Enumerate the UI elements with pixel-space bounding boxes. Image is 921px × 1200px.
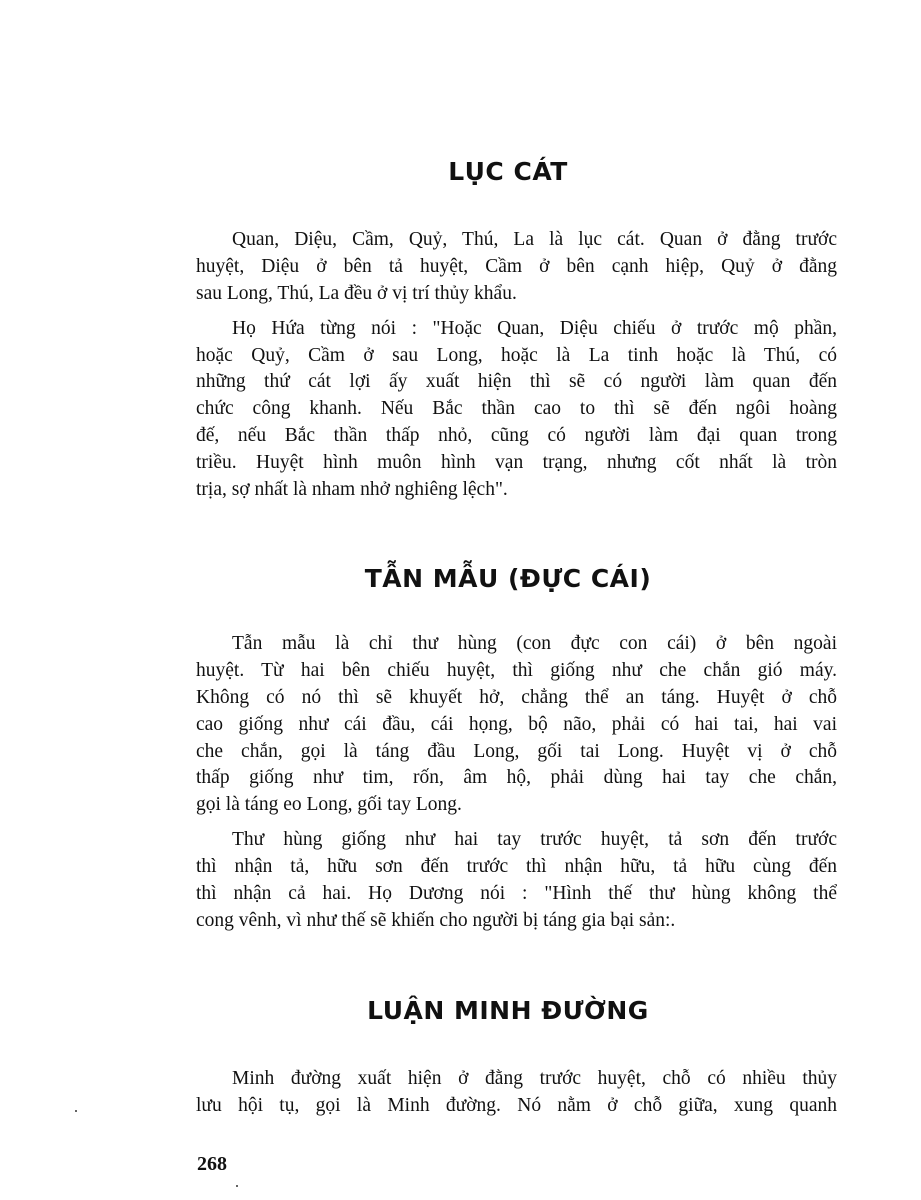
text-line: những thứ cát lợi ấy xuất hiện thì sẽ có người làm quan đến xyxy=(196,371,837,393)
page-number: 268 xyxy=(197,1153,227,1175)
text-line: thì nhận tả, hữu sơn đến trước thì nhận hữu, tả hữu cùng đến xyxy=(196,856,837,878)
text-line: Quan, Diệu, Cầm, Quỷ, Thú, La là lục cát. Quan ở đằng trước xyxy=(232,229,837,250)
heading-luc-cat: LỤC CÁT xyxy=(448,157,568,186)
text-line: cao giống như cái đầu, cái họng, bộ não, phải có hai tai, hai vai xyxy=(196,713,837,735)
text-line: Họ Hứa từng nói : "Hoặc Quan, Diệu chiếu ở trước mộ phần, xyxy=(232,317,837,339)
paragraph-gap xyxy=(196,819,837,827)
paragraph xyxy=(196,631,837,819)
text-line: Tẫn mẫu là chỉ thư hùng (con đực con cái) ở bên ngoài xyxy=(232,633,837,654)
text-line: sau Long, Thú, La đều ở vị trí thủy khẩu. xyxy=(196,282,517,304)
paragraph xyxy=(196,827,837,935)
text-line: thì nhận cả hai. Họ Dương nói : "Hình thế thư hùng không thể xyxy=(196,883,837,905)
paragraph xyxy=(196,1066,837,1120)
text-line: trịa, sợ nhất là nham nhở nghiêng lệch". xyxy=(196,479,508,501)
section-luan-minh-duong-body xyxy=(196,1066,837,1120)
section-tan-mau-body xyxy=(196,631,837,935)
text-line: Thư hùng giống như hai tay trước huyệt, tả sơn đến trước xyxy=(232,829,837,851)
heading-luan-minh-duong: LUẬN MINH ĐƯỜNG xyxy=(367,996,649,1025)
text-line: gọi là táng eo Long, gối tay Long. xyxy=(196,794,462,816)
text-line: đế, nếu Bắc thần thấp nhỏ, cũng có người làm đại quan trong xyxy=(196,425,837,447)
text-line: cong vênh, vì như thế sẽ khiến cho người bị táng gia bại sản:. xyxy=(196,909,676,931)
text-line: Minh đường xuất hiện ở đằng trước huyệt, chỗ có nhiều thủy xyxy=(232,1068,837,1089)
paragraph xyxy=(196,227,837,308)
scan-speck xyxy=(75,1110,77,1112)
text-line: lưu hội tụ, gọi là Minh đường. Nó nằm ở chỗ giữa, xung quanh xyxy=(196,1094,837,1116)
paragraph-gap xyxy=(196,308,837,316)
text-line: Không có nó thì sẽ khuyết hở, chẳng thể an táng. Huyệt ở chỗ xyxy=(196,686,837,708)
text-line: thấp giống như tim, rốn, âm hộ, phải dùng hai tay che chắn, xyxy=(196,767,837,789)
heading-tan-mau: TẪN MẪU (ĐỰC CÁI) xyxy=(364,564,652,593)
text-line: chức công khanh. Nếu Bắc thần cao to thì sẽ đến ngôi hoàng xyxy=(196,398,837,420)
paragraph xyxy=(196,316,837,504)
text-line: huyệt. Từ hai bên chiếu huyệt, thì giống như che chắn gió máy. xyxy=(196,659,837,681)
text-line: che chắn, gọi là táng đầu Long, gối tai Long. Huyệt vị ở chỗ xyxy=(196,740,837,762)
text-line: huyệt, Diệu ở bên tả huyệt, Cầm ở bên cạnh hiệp, Quỷ ở đằng xyxy=(196,255,837,277)
section-luc-cat-body xyxy=(196,227,837,504)
text-line: hoặc Quỷ, Cầm ở sau Long, hoặc là La tinh hoặc là Thú, có xyxy=(196,344,837,366)
text-line: triều. Huyệt hình muôn hình vạn trạng, nhưng cốt nhất là tròn xyxy=(196,452,837,474)
scan-speck xyxy=(236,1185,238,1187)
